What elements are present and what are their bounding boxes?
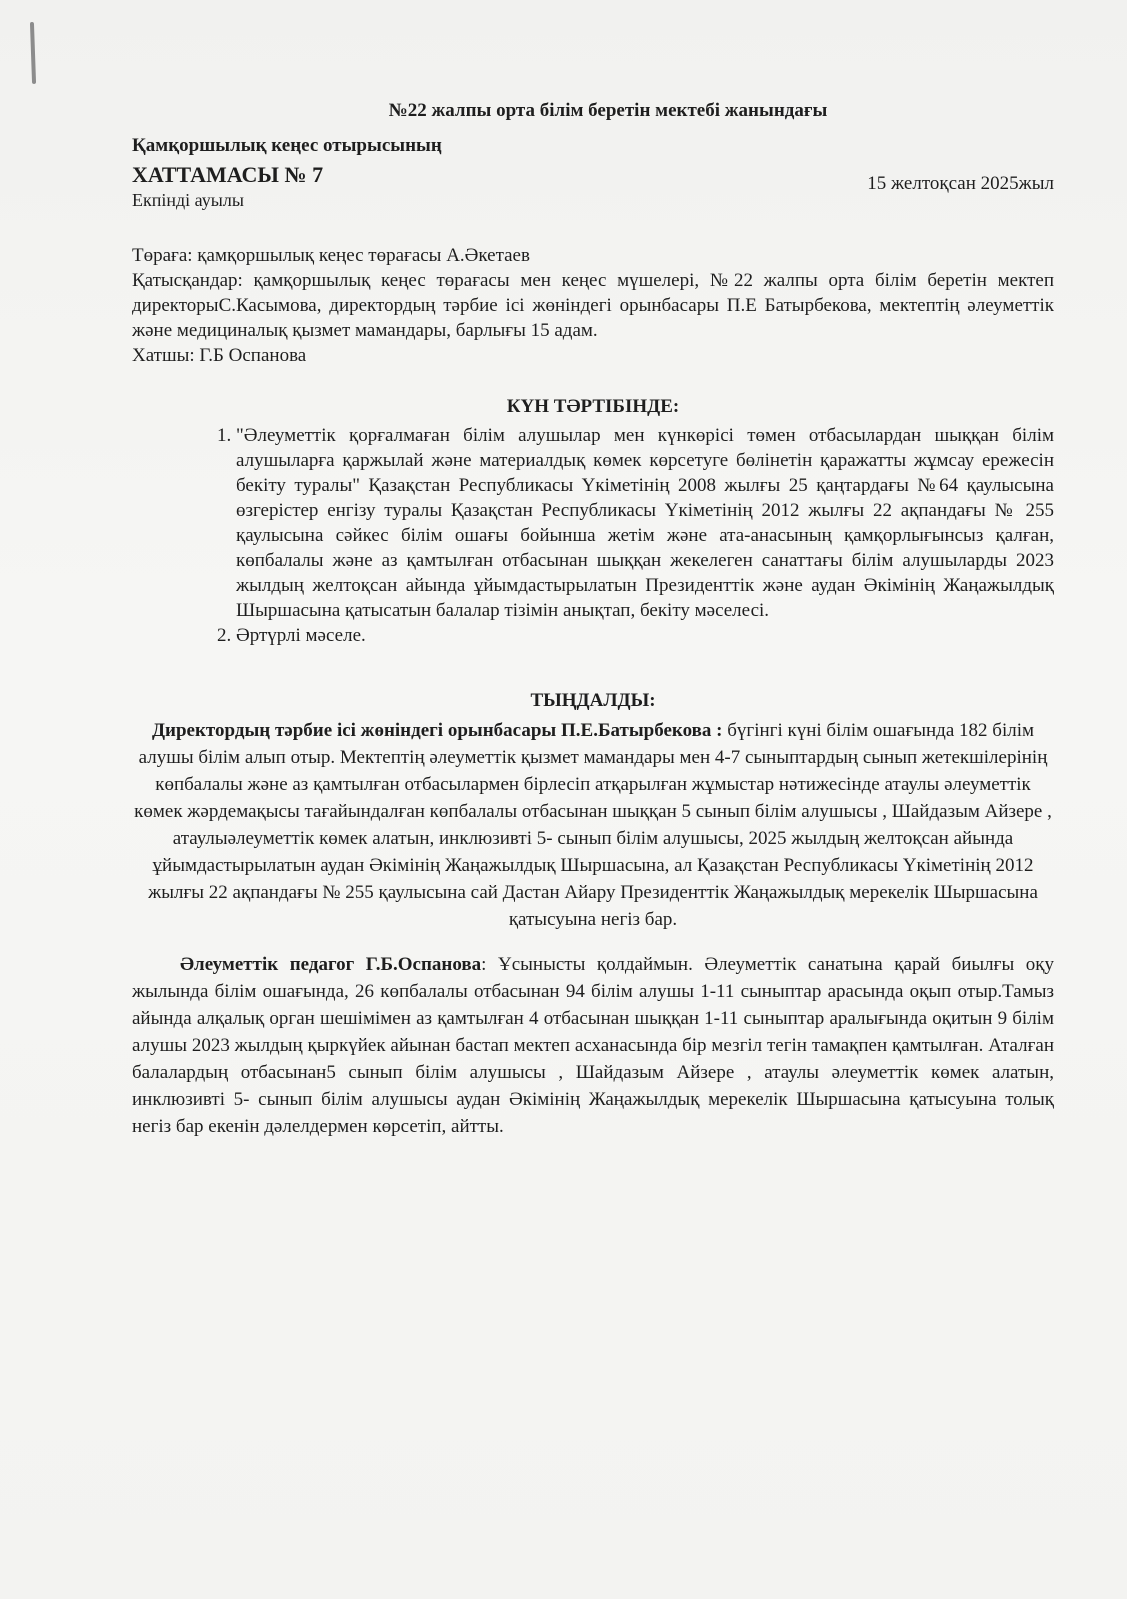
council-meeting-line: Қамқоршылық кеңес отырысының xyxy=(132,135,442,156)
protocol-title: ХАТТАМАСЫ № 7 xyxy=(132,162,324,187)
agenda-item: 2. Әртүрлі мәселе. xyxy=(236,623,1054,648)
speaker1-text: бүгінгі күні білім ошағында 182 білім алушы білім алып отыр. Мектептің әлеуметтік қызмет мамандары мен 4-7 сыныптардың сынып жетекшілерінің көпбалалы және аз қамтылған отбасылармен бірлесіп атқарылған жұмыстар нәтижесінде атаулы әлеуметтік көмек жәрдемақысы тағайындалған көпбалалы отбасынан шыққан 5 сынып білім алушысы , Шайдазым Айзере , атаулыәлеуметтік көмек алатын, инклюзивті 5- сынып білім алушысы, 2025 жылдың желтоқсан айында ұйымдастырылатын аудан Әкімінің Жаңажылдық Шыршасына, ал Қазақстан Республикасы Үкіметінің 2012 жылғы 22 ақпандағы № 255 қаулысына сай Дастан Айару Президенттік Жаңажылдық мерекелік Шыршасына қатысуына негіз бар. xyxy=(134,720,1052,930)
document-content xyxy=(132,98,1054,1140)
agenda-heading: КҮН ТӘРТІБІНДЕ: xyxy=(506,396,680,417)
heard-heading: ТЫҢДАЛДЫ: xyxy=(530,690,656,711)
agenda-list xyxy=(132,423,1054,648)
speaker2-text: : Ұсынысты қолдаймын. Әлеуметтік санатына қарай биылғы оқу жылында білім ошағында, 26 көпбалалы отбасынан 94 білім алушы 1-11 сыныптар арасында оқып отыр.Тамыз айында алқалық орган шешімімен аз қамтылған 4 отбасынан шыққан 1-11 сыныптар аралығында оқитын 9 білім алушы 2023 жылдың қыркүйек айынан бастап мектеп асханасында бір мезгіл тегін тамақпен қамтылған. Аталған балалардың отбасынан5 сынып білім алушысы , Шайдазым Айзере , атаулы әлеуметтік көмек алатын, инклюзивті 5- сынып білім алушысы аудан Әкімінің Жаңажылдық мерекелік Шыршасына қатысуына толық негіз бар екенін дәлелдермен көрсетіп, айтты. xyxy=(132,954,1054,1137)
document-date: 15 желтоқсан 2025жыл xyxy=(867,173,1054,194)
paper-fold-mark xyxy=(30,22,36,84)
speaker1-paragraph xyxy=(132,717,1054,933)
speaker2-paragraph xyxy=(132,951,1054,1140)
village-name: Екпінді ауылы xyxy=(132,190,244,210)
attendees-paragraph: Қатысқандар: қамқоршылық кеңес төрағасы мен кеңес мүшелері, №22 жалпы орта білім беретін мектеп директорыС.Касымова, директордың тәрбие ісі жөніндегі орынбасары П.Е Батырбекова, мектептің әлеуметтік және медициналық қызмет мамандары, барлығы 15 адам. xyxy=(132,270,1054,341)
chair-line: Төраға: қамқоршылық кеңес төрағасы А.Әкетаев xyxy=(132,245,530,266)
title-row xyxy=(132,162,1054,194)
speaker1-name: Директордың тәрбие ісі жөніндегі орынбасары П.Е.Батырбекова : xyxy=(151,720,723,741)
speaker2-name: Әлеуметтік педагог Г.Б.Оспанова xyxy=(180,954,482,975)
agenda-item: 1. "Әлеуметтік қорғалмаған білім алушылар мен күнкөрісі төмен отбасылардан шыққан білім алушыларға қаржылай және материалдық көмек көрсетуге бөлінетін қаражатты жұмсау ережесін бекіту туралы" Қазақстан Республикасы Үкіметінің 2008 жылғы 25 қаңтардағы №64 қаулысына өзгерістер енгізу туралы Қазақстан Республикасы Үкіметінің 2012 жылғы 22 ақпандағы № 255 қаулысына сәйкес білім ошағы бойынша жетім және ата-анасының қамқорлығынсыз қалған, көпбалалы және аз қамтылған отбасынан шыққан жекелеген санаттағы білім алушыларды 2023 жылдың желтоқсан айында ұйымдастырылатын Президенттік және аудан Әкімінің Жаңажылдық Шыршасына қатысатын балалар тізімін анықтап, бекіту мәселесі. xyxy=(236,423,1054,623)
secretary-line: Хатшы: Г.Б Оспанова xyxy=(132,345,307,366)
school-name-line: №22 жалпы орта білім беретін мектебі жанындағы xyxy=(388,100,828,121)
